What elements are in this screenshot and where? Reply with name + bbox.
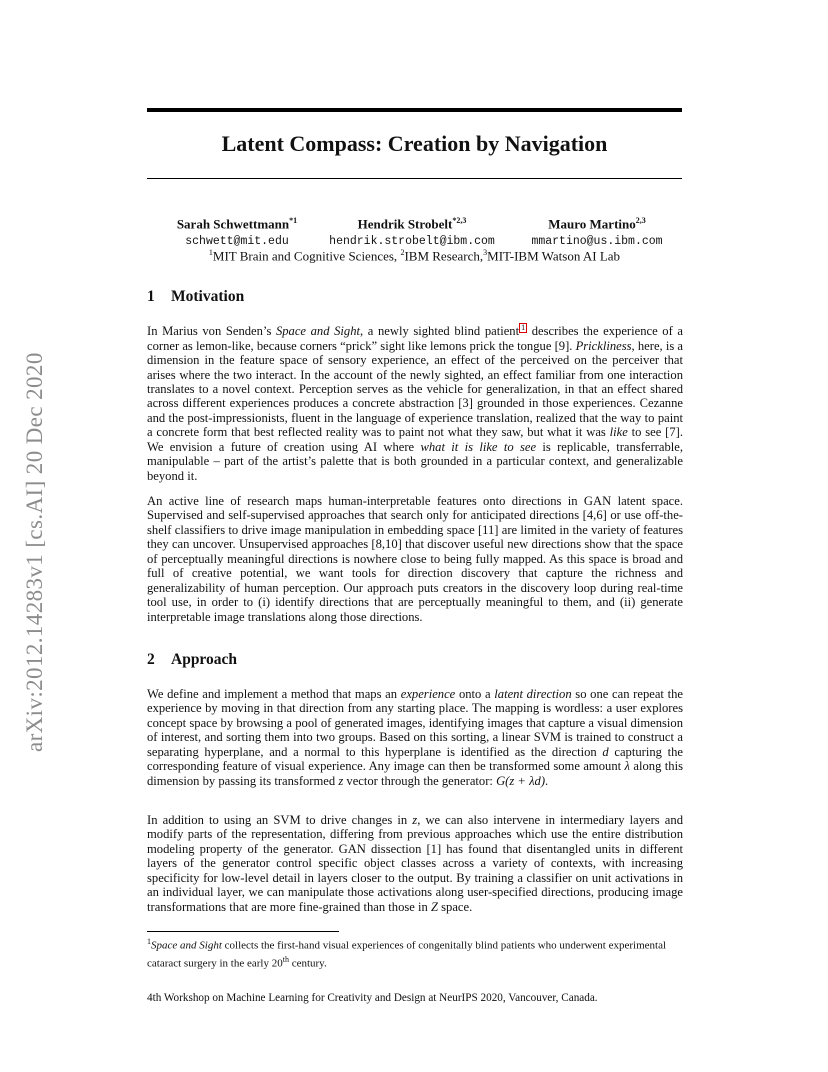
author-name: Hendrik Strobelt: [357, 216, 453, 232]
author-name: Mauro Martino: [548, 216, 636, 232]
author-email: mmartino@us.ibm.com: [531, 235, 663, 249]
arxiv-identifier[interactable]: arXiv:2012.14283v1 [cs.AI] 20 Dec 2020: [22, 352, 47, 752]
author-name: Sarah Schwettmann: [176, 216, 290, 232]
paragraph-motivation-1: In Marius von Senden’s Space and Sight, a newly sighted blind patient 1 describes the experience of a corner as lemon-like, because corners “prick” sight like lemons prick the tongue [9]. Prickliness, here, is a dimension in the feature space of sensory experience, an effect of the perceived on the perceiver that arises where the two interact. In the account of the newly sighted, an effect familiar from one interaction translates to a novel context. Perception serves as the vehicle for generalization, in that an effect shared across different experiences produces a concrete abstraction [3] grounded in those experiences. Cezanne and the post-impressionists, fluent in the language of experience translation, realized that the way to paint a concrete form that best reflected reality was to paint not what they saw, but what it was like to see [7]. We envision a future of creation using AI where what it is like to see is replicable, transferrable, manipulable – part of the artist’s palette that is both grounded in a particular context, and generalizable beyond it.: [147, 323, 683, 483]
author-2: [317, 216, 507, 248]
paragraph-motivation-2: An active line of research maps human-interpretable features onto directions in GAN latent space. Supervised and self-supervised approaches that search only for anticipated directions [4,6] or use off-the-shelf classifiers to drive image manipulation in embedding space [11] are limited in the variety of features they can uncover. Unsupervised approaches [8,10] that discover useful new directions show that the space of perceptually meaningful directions is nowhere close to being fully mapped. As this space is broad and full of creative potential, we want tools for direction discovery that capture the richness and generalizability of human perception. Our approach puts creators in the discovery loop during real-time tool use, in order to (i) identify directions that are perceptually meaningful to them, and (ii) generate interpretable image translations along those directions.: [147, 494, 683, 624]
affil-marker: 1: [208, 248, 213, 257]
affil-text: MIT Brain and Cognitive Sciences,: [212, 248, 401, 264]
section-heading-approach: [147, 651, 237, 669]
author-superscript: *2,3: [452, 216, 467, 225]
footnote-number: 1: [147, 937, 151, 946]
footnote-rule: [147, 931, 339, 932]
footnote-link[interactable]: 1: [521, 323, 526, 332]
affil-marker: 2: [400, 248, 405, 257]
section-number: 1: [147, 288, 155, 305]
title-top-rule: [147, 108, 682, 112]
title-bottom-rule: [147, 178, 682, 179]
affil-marker: 3: [483, 248, 488, 257]
workshop-note: 4th Workshop on Machine Learning for Creativity and Design at NeurIPS 2020, Vancouver, Canada.: [147, 992, 598, 1004]
author-superscript: *1: [289, 216, 298, 225]
section-title: Motivation: [171, 288, 245, 305]
footnote: $^1$Space and Sight collects the first-hand visual experiences of congenitally blind patients who underwent experimental cataract surgery in the early 20th century.: [147, 937, 667, 970]
section-title: Approach: [171, 651, 238, 668]
author-email: schwett@mit.edu: [185, 235, 289, 249]
paragraph-approach-1: We define and implement a method that maps an experience onto a latent direction so one can repeat the experience by moving in that direction from any starting place. The mapping is wordless: a user explores concept space by browsing a pool of generated images, identifying images that capture a visual dimension of interest, and sorting them into two groups. Based on this sorting, a linear SVM is trained to construct a separating hyperplane, and a normal to this hyperplane is identified as the direction d capturing the corresponding feature of visual experience. Any image can then be transformed some amount λ along this dimension by passing its transformed z vector through the generator: G(z + λd).: [147, 687, 683, 788]
paragraph-approach-2: In addition to using an SVM to drive changes in z, we can also intervene in intermediary layers and modify parts of the representation, differing from previous approaches which use the entire distribution modeling property of the generator. GAN dissection [1] has found that disentangled units in different layers of the generator control specific object classes across a variety of contexts, with increasing specificity for low-level detail in layers closer to the output. By training a classifier on unit activations in an individual layer, we can manipulate those activations along user-specified directions, producing image transformations that are more fine-grained than those in Z space.: [147, 813, 683, 914]
affil-text: IBM Research,: [404, 248, 484, 264]
affil-text: MIT-IBM Watson AI Lab: [487, 248, 621, 264]
paper-title: Latent Compass: Creation by Navigation: [221, 131, 608, 156]
section-heading-motivation: [147, 288, 244, 306]
affiliations: [147, 248, 682, 264]
author-email: hendrik.strobelt@ibm.com: [329, 235, 495, 249]
section-number: 2: [147, 651, 155, 668]
author-1: [147, 216, 327, 248]
author-3: [507, 216, 687, 248]
author-superscript: 2,3: [635, 216, 646, 225]
